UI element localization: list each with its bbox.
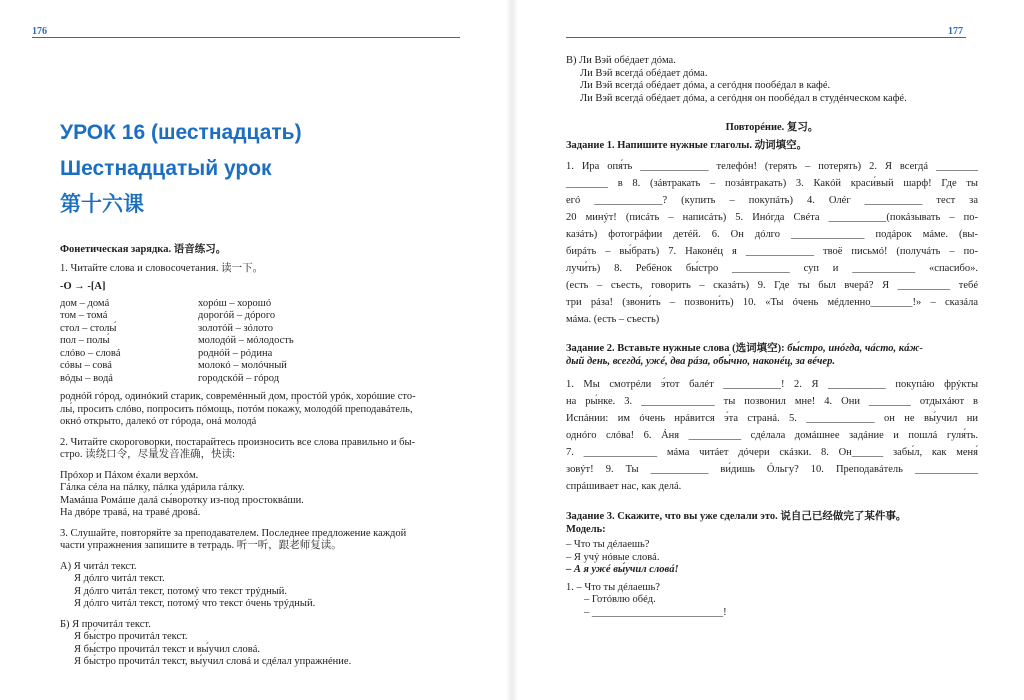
exercise-line: бирáть – вы́брать) 7. Наконéц я _____________ твоё письмó! (получáть – по-: [566, 246, 978, 257]
task1-instruction: 1. Читайте слова и словосочетания. 读一下。: [60, 262, 264, 274]
word-pair: роднóй – рóдина: [198, 347, 273, 359]
page-number-left: 176: [32, 26, 47, 37]
tongue-twister: Мамáша Ромáше далá сы́воротку из-под простоквáши.: [60, 494, 304, 506]
part-b-line: Я бы́стро прочитáл текст.: [74, 631, 188, 642]
exercise-line: 7. ______________ мáма читáет дóчери скáзки. 8. Он______ забы́л, как меня́: [566, 447, 978, 458]
lesson-title-chinese: 第十六课: [60, 192, 144, 216]
word-pair: дорогóй – дóрого: [198, 310, 276, 321]
word-pair: городскóй – гóрод: [198, 372, 280, 384]
word-pair: молодóй – мóлодость: [198, 335, 294, 346]
phrase-line: роднóй гóрод, одинóкий старик, совремéнный дом, простóй урóк, хорóшие сто-: [60, 391, 416, 402]
phonetic-section: [60, 244, 480, 669]
tongue-twister: Прóхор и Пáхом éхали верхóм.: [60, 469, 199, 481]
task3-instruction: 3. Слушайте, повторяйте за преподавателем. Последнее предложение каждой: [60, 527, 407, 539]
phrase-line: окнó открыто, далекó от гóрода, онá молодá: [60, 416, 257, 427]
part-b-line: Я бы́стро прочитáл текст, вы́учил словá и сдéлал упражнéние.: [74, 656, 352, 667]
model-line: – Что ты дéлаешь?: [566, 539, 650, 550]
exercise-line: 1. Ира опя́ть _____________ телефóн! (терять – потерять) 2. Я всегдá ________: [566, 161, 978, 172]
word-pair: дом – домá: [60, 297, 110, 309]
zadanie2-options: бы́стро, инóгда, чáсто, кáж-: [787, 343, 923, 354]
part-v-line: В) Ли Вэй обéдает дóма.: [566, 55, 676, 66]
task2-instruction: стро. 读绕口令，尽量发音准确，快读:: [60, 449, 236, 460]
lesson-title: УРОК 16 (шестнадцать): [60, 121, 302, 144]
part-a-line: Я дóлго читáл текст, потомý что текст óчень трýдный.: [74, 598, 316, 609]
exercise3-line: – Готóвлю обéд.: [584, 594, 656, 605]
word-pair: том – томá: [60, 310, 108, 321]
part-b-line: Б) Я прочитáл текст.: [60, 618, 151, 630]
model-line: – Я учý нóвые словá.: [566, 551, 660, 563]
header-rule-right: [566, 37, 966, 38]
part-a-line: Я дóлго читáл текст, потомý что текст трýдный.: [74, 585, 287, 597]
zadanie2-exercise: [566, 376, 978, 495]
vowel-rule: -О → -[А]: [60, 281, 106, 292]
exercise-line: три рáза! (звони́ть – позвони́ть) 10. «Ты óчень мéдленно________!» – сказáла: [566, 297, 978, 308]
zadanie2-title: Задание 2. Вставьте нужные слова (选词填空):: [566, 343, 785, 354]
word-pair: стол – столы́: [60, 322, 117, 334]
page-number-right: 177: [948, 26, 963, 37]
part-v-line: Ли Вэй всегдá обéдает дóма, а сегóдня пообéдал в кафé.: [580, 80, 831, 91]
review-heading: Повторéние. 复习。: [725, 122, 819, 133]
lesson-title-ordinal: Шестнадцатый урок: [60, 157, 272, 180]
exercise-line: однóго слóва! 6. Áня __________ сдéлала домáшнее задáние и пошлá гуля́ть.: [566, 430, 978, 441]
word-pair: слóво – словá: [60, 347, 121, 359]
zadanie1-exercise: [566, 158, 978, 328]
part-v-line: Ли Вэй всегдá обéдает дóма, а сегóдня он пообéдал в студéнческом кафé.: [580, 92, 907, 104]
exercise-line: ________ в 8. (зáвтракать – позáвтракать) 3. Какóй краси́вый шарф! Где ты: [566, 178, 978, 189]
word-pair: молокó – молóчный: [198, 360, 287, 371]
exercise-line: на ры́нке. 3. ______________ ты позвонил мне! 4. Они ________ отдыхáют в: [566, 396, 978, 407]
part-a-line: А) Я читáл текст.: [60, 560, 137, 572]
exercise-line: казáть) фотогрáфии детéй. 6. Он дóлго ______________ подáрок мáме. (вы-: [566, 229, 978, 240]
tongue-twister: На двóре травá, на травé дровá.: [60, 507, 201, 518]
zadanie2-options-cont: дый день, всегдá, ужé, два рáза, обы́чно, наконéц, за вéчер.: [566, 355, 835, 367]
right-page: [512, 0, 1024, 700]
zadanie3-heading: Задание 3. Скажите, что вы уже сделали это. 说自己已经做完了某件事。: [566, 511, 907, 522]
part-b-line: Я бы́стро прочитáл текст и вы́учил словá.: [74, 643, 261, 655]
word-pair: хорóш – хорошó: [198, 297, 272, 309]
task3-instruction: части упражнения запишите в тетрадь. 听一听，跟老师复读。: [60, 540, 342, 551]
exercise-line: Испáнии: им óчень нрáвится э́та странá. 5. _____________ он не вы́учил ни: [566, 413, 978, 424]
part-v-line: Ли Вэй всегдá обéдает дóма.: [580, 67, 708, 79]
exercise3-line: – _________________________!: [584, 606, 727, 618]
exercise-line: зовýт! 9. Ты ___________ ви́дишь Óльгу? 10. Преподавáтель ____________: [566, 464, 978, 475]
exercise-line: 20 минýт! (писáть – написáть) 5. Инóгда Свéта ___________(покáзывать – по-: [566, 212, 978, 223]
exercise-line: (есть – съесть, говорить – сказáть) 9. Где ты был вчерá? Я __________ тебé: [566, 280, 978, 291]
model-line: – А я ужé вы́учил словá!: [566, 564, 679, 575]
task2-instruction: 2. Читайте скороговорки, постарайтесь произносить все слова правильно и бы-: [60, 436, 416, 448]
phrase-line: лы́, просить слóво, попросить пóмощь, потóм покажу́, молодóй преподавáтель,: [60, 403, 413, 415]
zadanie2-heading: [566, 343, 978, 356]
model-label: Модель:: [566, 523, 606, 535]
exercise-line: спрáшивает нас, как делá.: [566, 481, 682, 492]
exercise3-line: 1. – Что ты дéлаешь?: [566, 581, 660, 593]
zadanie1-heading: Задание 1. Напишите нужные глаголы. 动词填空。: [566, 139, 808, 151]
exercise-line: егó _____________? (купить – покупáть) 4. Олéг ___________ тест за: [566, 195, 978, 206]
tongue-twister: Гáлка сéла на пáлку, пáлка удáрила гáлку.: [60, 482, 245, 493]
phonetic-heading: Фонетическая зарядка. 语音练习。: [60, 244, 227, 255]
word-pair: золотóй – зóлото: [198, 322, 273, 334]
word-pair: вóды – водá: [60, 372, 113, 384]
word-pair: пол – полы́: [60, 335, 110, 346]
word-pairs: [60, 298, 480, 386]
header-rule-left: [32, 37, 460, 38]
exercise-line: мáма. (есть – съесть): [566, 314, 660, 325]
word-pair: сóвы – совá: [60, 360, 112, 371]
right-content: [566, 55, 978, 619]
exercise-line: 1. Мы смотрéли э́тот балéт ___________! 2. Я ___________ покупáю фрýкты: [566, 379, 978, 390]
exercise-line: лучи́ть) 8. Ребёнок бы́стро ___________ суп и ____________ «спасибо».: [566, 263, 978, 274]
part-a-line: Я дóлго читáл текст.: [74, 573, 165, 584]
